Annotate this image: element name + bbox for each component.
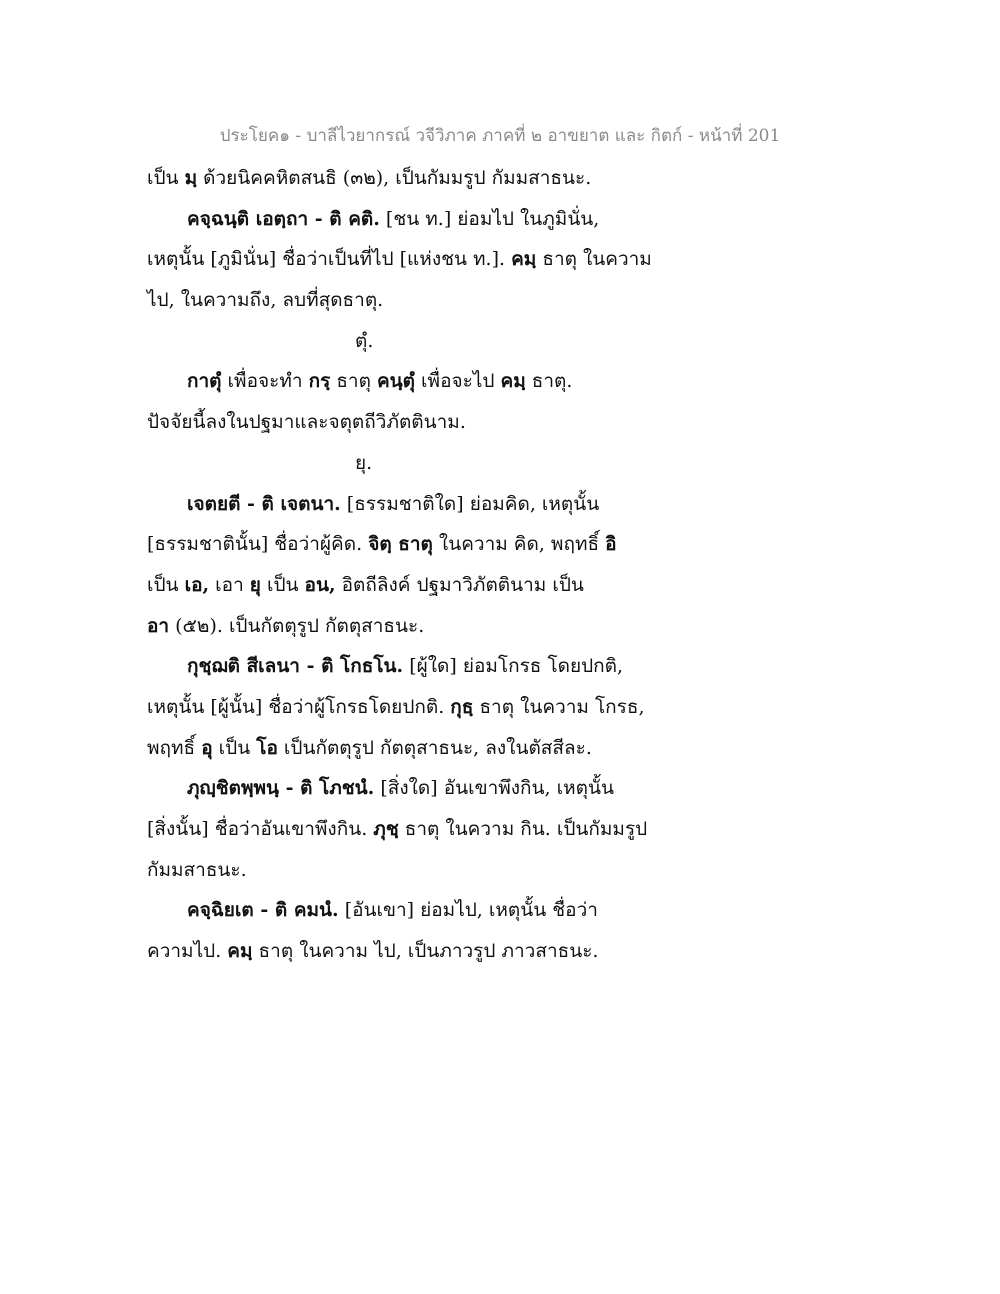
bold-term: ยุ [249, 573, 261, 596]
bold-term: กุธฺ [450, 695, 474, 718]
text-line [147, 402, 747, 443]
text-segment: ธาตุ ในความ [536, 248, 652, 271]
text-line [147, 646, 747, 687]
text-segment: [ชน ท.] ย่อมไป ในภูมินั่น, [379, 207, 600, 230]
bold-term: กุชฺฌติ สีเลนา - ติ โกธโน. [187, 655, 404, 678]
text-segment: ธาตุ. [525, 370, 573, 393]
text-segment: (๕๒). เป็นกัตตุรูป กัตตุสาธนะ. [169, 614, 425, 637]
text-line [147, 687, 747, 728]
text-segment: กัมมสาธนะ. [147, 858, 247, 881]
text-segment: เอา [209, 573, 250, 596]
bold-term: กรฺ [308, 370, 331, 393]
bold-term: ภุชฺ [373, 818, 399, 840]
text-line [147, 158, 747, 199]
bold-term: เจตยตี - ติ เจตนา. [187, 492, 341, 515]
text-line [147, 809, 747, 850]
text-line [147, 606, 747, 647]
bold-term: จิตฺ ธาตุ [368, 533, 433, 556]
text-segment: เป็น [212, 736, 257, 759]
text-segment: ธาตุ ในความ กิน. เป็นกัมมรูป [398, 818, 648, 840]
bold-term: กาตุํ [187, 370, 222, 393]
text-segment: ปัจจัยนี้ลงในปฐมาและจตุตถีวิภัตตินาม. [147, 411, 466, 434]
text-line [147, 850, 747, 891]
text-segment: [ธรรมชาติใด] ย่อมคิด, เหตุนั้น [340, 492, 600, 515]
bold-term: เอ, [184, 573, 210, 596]
text-segment: ความไป. [147, 940, 228, 963]
page-header: ประโยค๑ - บาลีไวยากรณ์ วจีวิภาค ภาคที่ ๒ อาขยาต และ กิตก์ - หน้าที่ 201 [219, 126, 781, 146]
text-line [147, 484, 747, 525]
text-line [147, 565, 747, 606]
bold-term: มฺ [184, 167, 198, 189]
text-line [147, 199, 747, 240]
bold-term: คมฺ [227, 940, 253, 963]
bold-term: คมฺ [511, 248, 537, 271]
text-line [147, 768, 747, 809]
bold-term: อิ [605, 533, 617, 556]
bold-term: คจฺฉิยเต - ติ คมนํ. [187, 899, 339, 922]
text-line [147, 321, 747, 362]
text-segment: เป็น [260, 573, 305, 596]
text-line [147, 728, 747, 769]
text-segment: เป็นกัตตุรูป กัตตุสาธนะ, ลงในตัสสีละ. [277, 736, 592, 759]
text-segment: [สิ่งนั้น] ชื่อว่าอันเขาพึงกิน. [147, 818, 374, 840]
text-segment: เหตุนั้น [ภูมินั่น] ชื่อว่าเป็นที่ไป [แห่งชน ท.]. [147, 248, 512, 271]
text-line [147, 443, 747, 484]
bold-term: คมฺ [500, 370, 526, 393]
text-segment: เพื่อจะไป [415, 370, 501, 393]
text-segment: [อันเขา] ย่อมไป, เหตุนั้น ชื่อว่า [338, 899, 598, 922]
bold-term: อน, [304, 573, 336, 596]
text-segment: ยุ. [355, 451, 373, 474]
bold-term: อุ [201, 736, 213, 759]
text-segment: เป็น [147, 167, 185, 189]
text-segment: [สิ่งใด] อันเขาพึงกิน, เหตุนั้น [374, 777, 614, 800]
bold-term: อา [147, 614, 170, 637]
text-segment: เหตุนั้น [ผู้นั้น] ชื่อว่าผู้โกรธโดยปกติ. [147, 695, 451, 718]
text-line [147, 280, 747, 321]
text-line [147, 361, 747, 402]
text-line [147, 524, 747, 565]
text-segment: อิตถีลิงค์ ปฐมาวิภัตตินาม เป็น [335, 573, 584, 596]
text-segment: เป็น [147, 573, 185, 596]
text-segment: ธาตุ ในความ โกรธ, [473, 695, 645, 718]
text-segment: ธาตุ [330, 370, 377, 393]
text-segment: ตุํ. [355, 329, 374, 352]
bold-term: โอ [256, 736, 278, 759]
bold-term: คนฺตุํ [376, 370, 416, 393]
page-body [147, 158, 747, 972]
text-segment: ในความ คิด, พฤทธิ์ [432, 533, 606, 556]
text-line [147, 890, 747, 931]
text-segment: [ผู้ใด] ย่อมโกรธ โดยปกติ, [403, 655, 624, 678]
text-segment: พฤทธิ์ [147, 736, 202, 759]
text-segment: ธาตุ ในความ ไป, เป็นภาวรูป ภาวสาธนะ. [252, 940, 599, 963]
text-line [147, 239, 747, 280]
text-line [147, 931, 747, 972]
text-segment: [ธรรมชาตินั้น] ชื่อว่าผู้คิด. [147, 533, 369, 556]
bold-term: คจฺฉนฺติ เอตฺถา - ติ คติ. [187, 207, 380, 230]
text-segment: เพื่อจะทำ [221, 370, 309, 393]
bold-term: ภุญฺชิตพฺพนฺ - ติ โภชนํ. [187, 777, 375, 800]
text-segment: ไป, ในความถึง, ลบที่สุดธาตุ. [147, 289, 384, 312]
text-segment: ด้วยนิคคหิตสนธิ (๓๒), เป็นกัมมรูป กัมมสาธนะ. [197, 167, 592, 189]
